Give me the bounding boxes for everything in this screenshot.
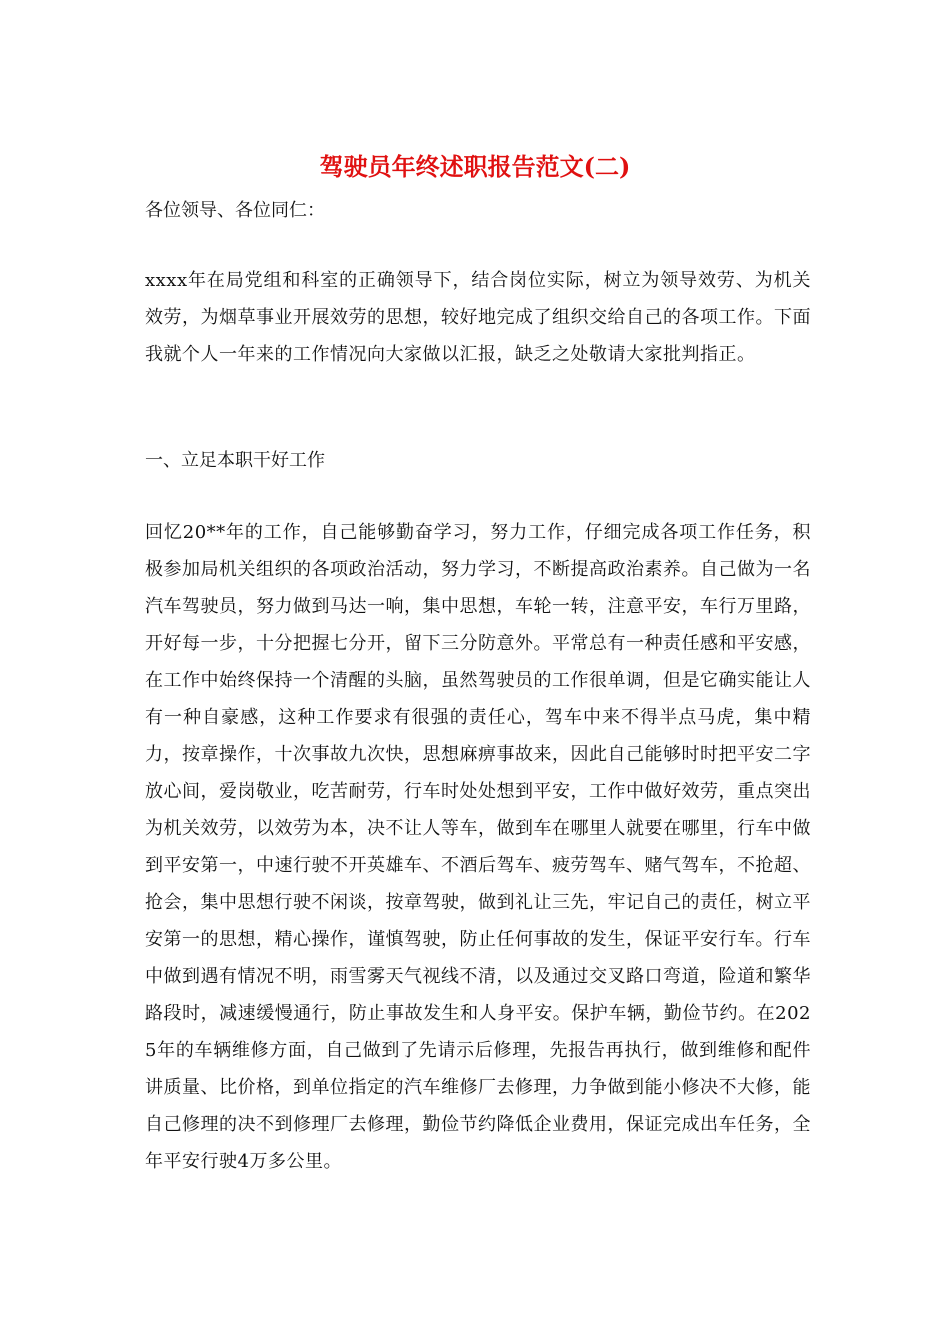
section-heading-1: 一、立足本职干好工作 (145, 450, 325, 471)
paragraph-work-review: 回忆20**年的工作，自己能够勤奋学习，努力工作，仔细完成各项工作任务，积极参加局机关组织的各项政治活动，努力学习，不断提高政治素养。自己做为一名汽车驾驶员，努力做到马达一响，集中思想，车轮一转，注意平安，车行万里路，开好每一步，十分把握七分开，留下三分防意外。平常总有一种责任感和平安感，在工作中始终保持一个清醒的头脑，虽然驾驶员的工作很单调，但是它确实能让人有一种自豪感，这种工作要求有很强的责任心，驾车中来不得半点马虎，集中精力，按章操作，十次事故九次快，思想麻痹事故来，因此自己能够时时把平安二字放心间，爱岗敬业，吃苦耐劳，行车时处处想到平安，工作中做好效劳，重点突出为机关效劳，以效劳为本，决不让人等车，做到车在哪里人就要在哪里，行车中做到平安第一，中速行驶不开英雄车、不酒后驾车、疲劳驾车、赌气驾车，不抢超、抢会，集中思想行驶不闲谈，按章驾驶，做到礼让三先，牢记自己的责任，树立平安第一的思想，精心操作，谨慎驾驶，防止任何事故的发生，保证平安行车。行车中做到遇有情况不明，雨雪雾天气视线不清，以及通过交叉路口弯道，险道和繁华路段时，减速缓慢通行，防止事故发生和人身平安。保护车辆，勤俭节约。在2025年的车辆维修方面，自己做到了先请示后修理，先报告再执行，做到维修和配件讲质量、比价格，到单位指定的汽车维修厂去修理，力争做到能小修决不大修，能自己修理的决不到修理厂去修理，勤俭节约降低企业费用，保证完成出车任务，全年平安行驶4万多公里。 (145, 522, 811, 1172)
paragraph-intro: xxxx年在局党组和科室的正确领导下，结合岗位实际，树立为领导效劳、为机关效劳，为烟草事业开展效劳的思想，较好地完成了组织交给自己的各项工作。下面我就个人一年来的工作情况向大家做以汇报，缺乏之处敬请大家批判指正。 (145, 270, 811, 365)
salutation: 各位领导、各位同仁： (145, 200, 325, 221)
document-title: 驾驶员年终述职报告范文(二) (319, 152, 631, 181)
